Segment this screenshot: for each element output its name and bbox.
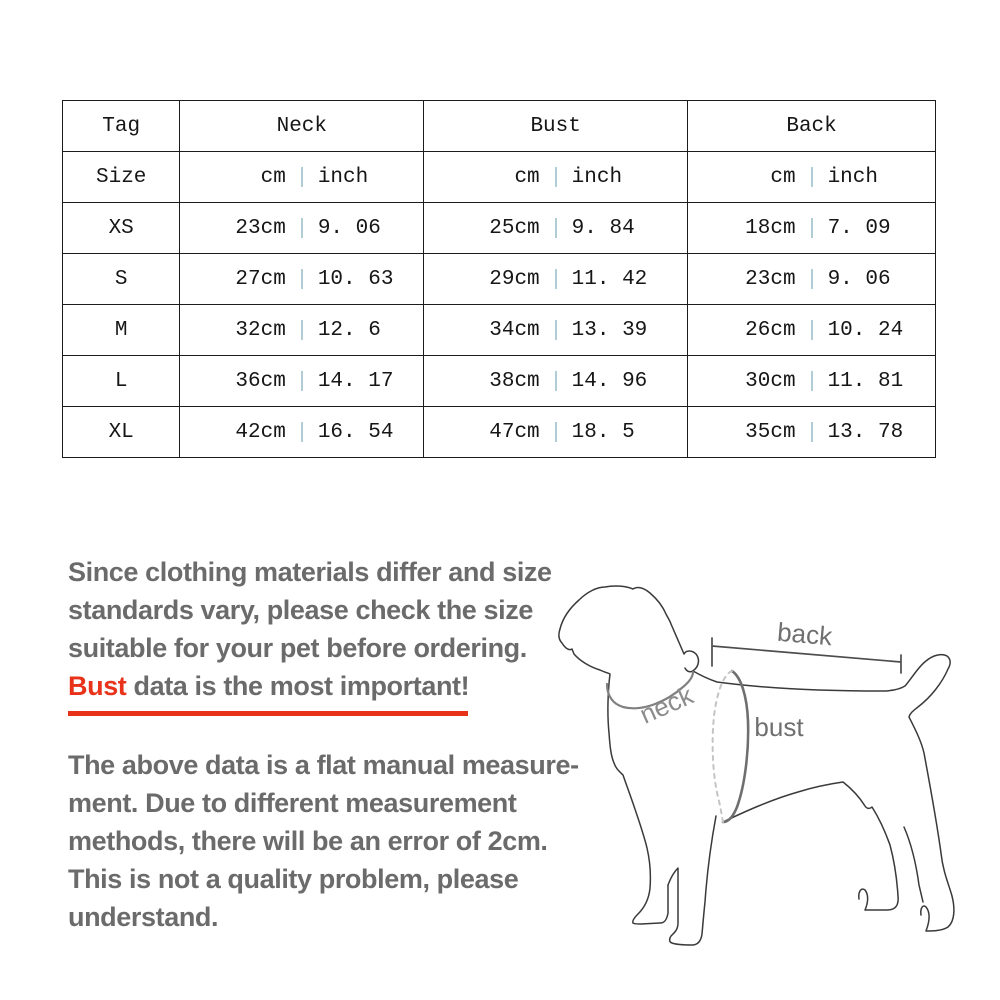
back-inch-value: 10. 24 — [827, 318, 904, 342]
col-header-neck: Neck — [180, 101, 424, 152]
note-line-emphasis — [68, 667, 608, 705]
size-chart-table — [62, 100, 936, 458]
note-line: The above data is a flat manual measure- — [68, 750, 579, 780]
dog-far-rear-leg-inner — [904, 827, 923, 902]
dog-head-outline — [560, 586, 698, 672]
subheader-bust-units — [424, 152, 688, 203]
dog-chest-front-leg-outline — [559, 629, 668, 924]
subheader-neck-units — [180, 152, 424, 203]
bust-highlight: Bust — [68, 671, 127, 701]
bust-band-solid — [723, 671, 748, 822]
bust-inch-value: 18. 5 — [571, 420, 635, 444]
table-row-xl — [63, 407, 936, 458]
neck-inch-value: 12. 6 — [317, 318, 381, 342]
size-label: XL — [63, 407, 180, 458]
col-header-back: Back — [688, 101, 936, 152]
bust-label: bust — [754, 712, 804, 742]
red-underline — [68, 711, 468, 716]
note-line: understand. — [68, 902, 219, 932]
back-cm-value: 18cm — [745, 216, 796, 240]
bust-band-dashed — [713, 671, 732, 822]
back-inch-value: 13. 78 — [827, 420, 904, 444]
subheader-back-units — [688, 152, 936, 203]
neck-cm-value: 42cm — [235, 420, 286, 444]
table-row-m — [63, 305, 936, 356]
bust-inch-value: 9. 84 — [571, 216, 635, 240]
measurement-note-paragraph — [68, 746, 608, 936]
neck-cm-value: 23cm — [235, 216, 286, 240]
note-line: suitable for your pet before ordering. — [68, 633, 527, 663]
neck-cm-value: 36cm — [235, 369, 286, 393]
bust-inch-value: 13. 39 — [571, 318, 648, 342]
neck-inch-value: 9. 06 — [317, 216, 381, 240]
note-line: This is not a quality problem, please — [68, 864, 519, 894]
size-label: L — [63, 356, 180, 407]
unit-inch: inch — [827, 165, 878, 189]
back-cm-value: 26cm — [745, 318, 796, 342]
back-inch-value: 9. 06 — [827, 267, 891, 291]
table-subheader-row — [63, 152, 936, 203]
back-inch-value: 7. 09 — [827, 216, 891, 240]
back-cm-value: 23cm — [745, 267, 796, 291]
size-label: XS — [63, 203, 180, 254]
back-cm-value: 30cm — [745, 369, 796, 393]
bust-cm-value: 25cm — [489, 216, 540, 240]
table-row-s — [63, 254, 936, 305]
dog-measurement-diagram — [552, 555, 982, 965]
bust-inch-value: 14. 96 — [571, 369, 648, 393]
bust-cm-value: 38cm — [489, 369, 540, 393]
sizing-note-paragraph — [68, 553, 608, 705]
unit-inch: inch — [317, 165, 369, 189]
back-cm-value: 35cm — [745, 420, 796, 444]
note-line: methods, there will be an error of 2cm. — [68, 826, 548, 856]
note-line: ment. Due to different measurement — [68, 788, 517, 818]
dog-far-front-leg-outline — [668, 816, 716, 945]
col-header-tag: Tag — [63, 101, 180, 152]
neck-inch-value: 10. 63 — [317, 267, 394, 291]
table-row-xs — [63, 203, 936, 254]
size-label: S — [63, 254, 180, 305]
unit-cm: cm — [514, 165, 540, 189]
dog-belly-rear-leg-outline — [723, 782, 898, 910]
subheader-size: Size — [63, 152, 180, 203]
col-header-bust: Bust — [424, 101, 688, 152]
bust-inch-value: 11. 42 — [571, 267, 648, 291]
unit-cm: cm — [260, 165, 286, 189]
bust-cm-value: 29cm — [489, 267, 540, 291]
dog-back-tail-outline — [693, 655, 954, 931]
size-label: M — [63, 305, 180, 356]
back-inch-value: 11. 81 — [827, 369, 904, 393]
back-label: back — [776, 616, 834, 652]
note-line: standards vary, please check the size — [68, 595, 533, 625]
neck-label: neck — [635, 679, 698, 730]
neck-cm-value: 32cm — [235, 318, 286, 342]
note-line: Since clothing materials differ and size — [68, 557, 552, 587]
bust-cm-value: 34cm — [489, 318, 540, 342]
table-header-row — [63, 101, 936, 152]
neck-inch-value: 16. 54 — [317, 420, 394, 444]
table-row-l — [63, 356, 936, 407]
neck-inch-value: 14. 17 — [317, 369, 394, 393]
emphasis-rest: data is the most important! — [126, 671, 470, 701]
unit-inch: inch — [571, 165, 623, 189]
bust-cm-value: 47cm — [489, 420, 540, 444]
unit-cm: cm — [770, 165, 796, 189]
neck-cm-value: 27cm — [235, 267, 286, 291]
